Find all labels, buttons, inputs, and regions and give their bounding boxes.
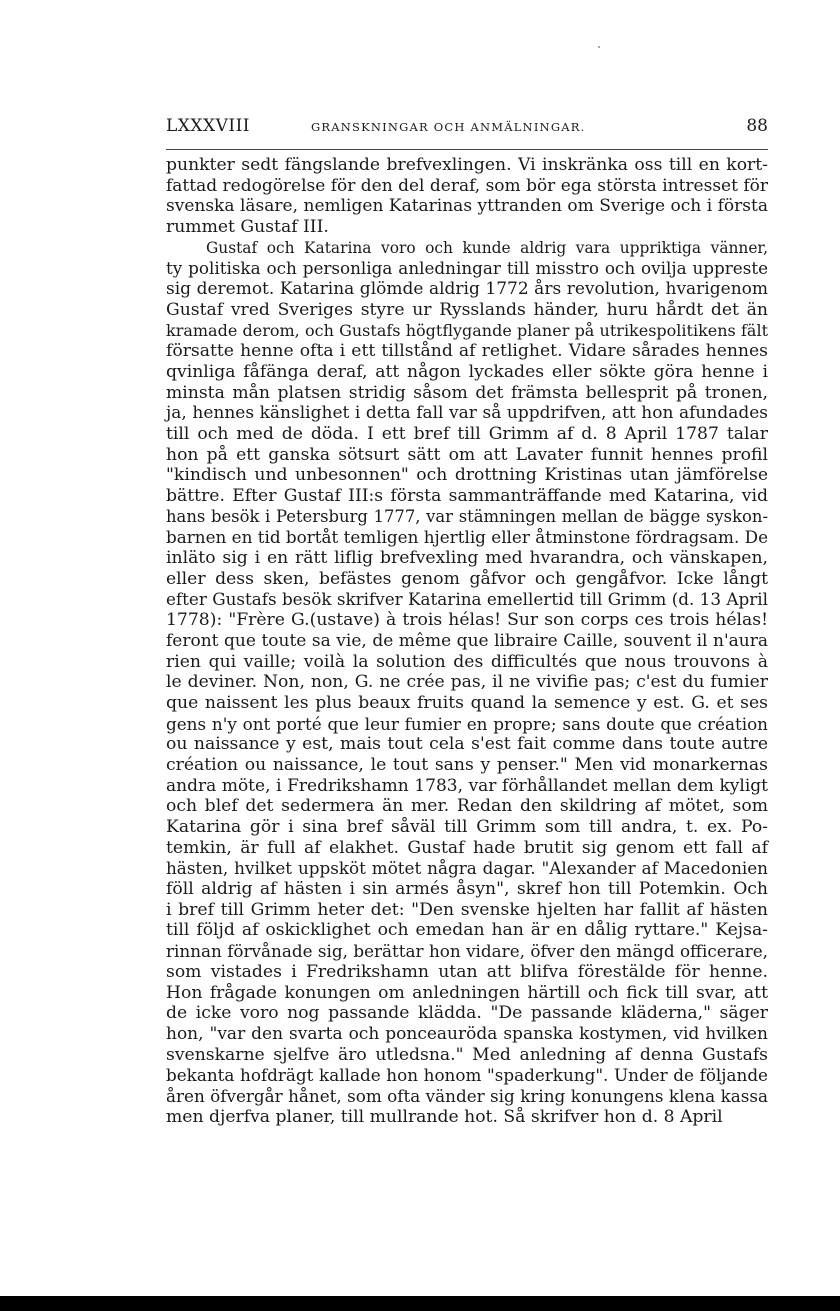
text-line: svenska läsare, nemligen Katarinas yttranden om Sverige och i första	[166, 196, 768, 217]
text-line: hästen, hvilket uppsköt mötet några dagar. "Alexander af Macedonien	[166, 858, 768, 879]
running-title: GRANSKNINGAR OCH ANMÄLNINGAR.	[311, 120, 586, 134]
text-line: Gustaf och Katarina voro och kunde aldrig vara uppriktiga vänner,	[206, 238, 768, 257]
text-line: bekanta hofdrägt kallade hon honom "spaderkung". Under de följande	[166, 1065, 768, 1086]
text-line: fattad redogörelse för den del deraf, som bör ega största intresset för	[166, 175, 769, 196]
text-line: rinnan förvånade sig, berättar hon vidare, öfver den mängd officerare,	[166, 941, 768, 962]
text-line: 1778): "Frère G.(ustave) à trois hélas! Sur son corps ces trois hélas!	[166, 610, 768, 631]
text-line: sig deremot. Katarina glömde aldrig 1772 års revolution, hvarigenom	[166, 279, 768, 300]
text-line: andra möte, i Fredrikshamn 1783, var förhållandet mellan dem kyligt	[166, 775, 768, 796]
text-line: rummet Gustaf III.	[166, 217, 329, 238]
text-line: "kindisch und unbesonnen" och drottning Kristinas utan jämförelse	[166, 465, 768, 486]
text-line: rien qui vaille; voilà la solution des difficultés que nous trouvons à	[166, 651, 768, 672]
text-line: Gustaf vred Sveriges styre ur Rysslands händer, huru hårdt det än	[166, 299, 768, 320]
text-line: efter Gustafs besök skrifver Katarina emellertid till Grimm (d. 13 April	[166, 589, 768, 610]
text-line: minsta mån platsen stridig såsom det främsta bellesprit på tronen,	[166, 382, 768, 403]
text-line: le deviner. Non, non, G. ne crée pas, il ne vivifie pas; c'est du fumier	[166, 672, 768, 693]
text-line: ty politiska och personliga anledningar till misstro och ovilja uppreste	[166, 258, 768, 279]
text-line: barnen en tid bortåt temligen hjertlig eller åtminstone fördragsam. De	[166, 527, 769, 548]
body-text	[166, 155, 768, 1127]
text-line: eller dess sken, befästes genom gåfvor och gengåfvor. Icke långt	[166, 568, 768, 589]
text-line: punkter sedt fängslande brefvexlingen. Vi inskränka oss till en kort-	[166, 155, 768, 175]
text-line: försatte henne ofta i ett tillstånd af retlighet. Vidare sårades hennes	[166, 341, 768, 362]
page-number: 88	[746, 116, 768, 136]
text-line: hans besök i Petersburg 1777, var stämningen mellan de bägge syskon-	[166, 506, 768, 526]
text-line: men djerfva planer, till mullrande hot. Så skrifver hon d. 8 April	[166, 1106, 723, 1127]
running-header	[166, 116, 770, 144]
text-line: hon, "var den svarta och ponceauröda spanska kostymen, vid hvilken	[166, 1023, 768, 1044]
text-line: och blef det sedermera än mer. Redan den skildring af mötet, som	[166, 796, 768, 817]
text-line: hon på ett ganska sötsurt sätt om att Lavater funnit hennes profil	[166, 444, 768, 465]
text-line: åren öfvergår hånet, som ofta vänder sig kring konungens klena kassa	[166, 1085, 768, 1106]
text-line: gens n'y ont porté que leur fumier en propre; sans doute que création	[166, 713, 768, 734]
text-line: i bref till Grimm heter det: "Den svenske hjelten har fallit af hästen	[166, 899, 768, 920]
text-line: création ou naissance, le tout sans y penser." Men vid monarkernas	[166, 754, 768, 775]
text-line: svenskarne sjelfve äro utledsna." Med anledning af denna Gustafs	[166, 1044, 768, 1065]
text-line: feront que toute sa vie, de même que libraire Caille, souvent il n'aura	[166, 630, 768, 651]
scan-edge	[0, 1296, 840, 1311]
text-line: föll aldrig af hästen i sin armés åsyn", skref hon till Potemkin. Och	[166, 879, 768, 900]
text-line: inläto sig i en rätt liflig brefvexling med hvarandra, och vänskapen,	[166, 548, 768, 569]
text-line: Hon frågade konungen om anledningen härtill och fick till svar, att	[166, 982, 768, 1003]
text-line: temkin, är full af elakhet. Gustaf hade brutit sig genom ett fall af	[166, 837, 768, 858]
text-line: Katarina gör i sina bref såväl till Grimm som till andra, t. ex. Po-	[166, 817, 768, 837]
text-line: till och med de döda. I ett bref till Grimm af d. 8 April 1787 talar	[166, 423, 768, 444]
text-line: till följd af oskicklighet och emedan han är en dålig ryttare." Kejsa-	[166, 920, 768, 941]
text-line: ja, hennes känslighet i detta fall var så uppdrifven, att hon afundades	[166, 403, 768, 424]
text-line: de icke voro nog passande klädda. "De passande kläderna," säger	[166, 1003, 768, 1024]
text-line: ou naissance y est, mais tout cela s'est fait comme dans toute autre	[166, 734, 768, 755]
text-line: bättre. Efter Gustaf III:s första sammanträffande med Katarina, vid	[166, 486, 768, 506]
paper-speck	[598, 46, 600, 48]
text-line: que naissent les plus beaux fruits quand la semence y est. G. et ses	[166, 692, 768, 713]
text-line: qvinliga fåfänga deraf, att någon lyckades eller sökte göra henne i	[166, 361, 768, 382]
text-line: kramade derom, och Gustafs högtflygande planer på utrikespolitikens fält	[166, 320, 768, 340]
text-line: som vistades i Fredrikshamn utan att blifva förestälde för henne.	[166, 961, 768, 982]
section-numeral: LXXXVIII	[166, 116, 251, 136]
header-rule	[166, 149, 768, 150]
